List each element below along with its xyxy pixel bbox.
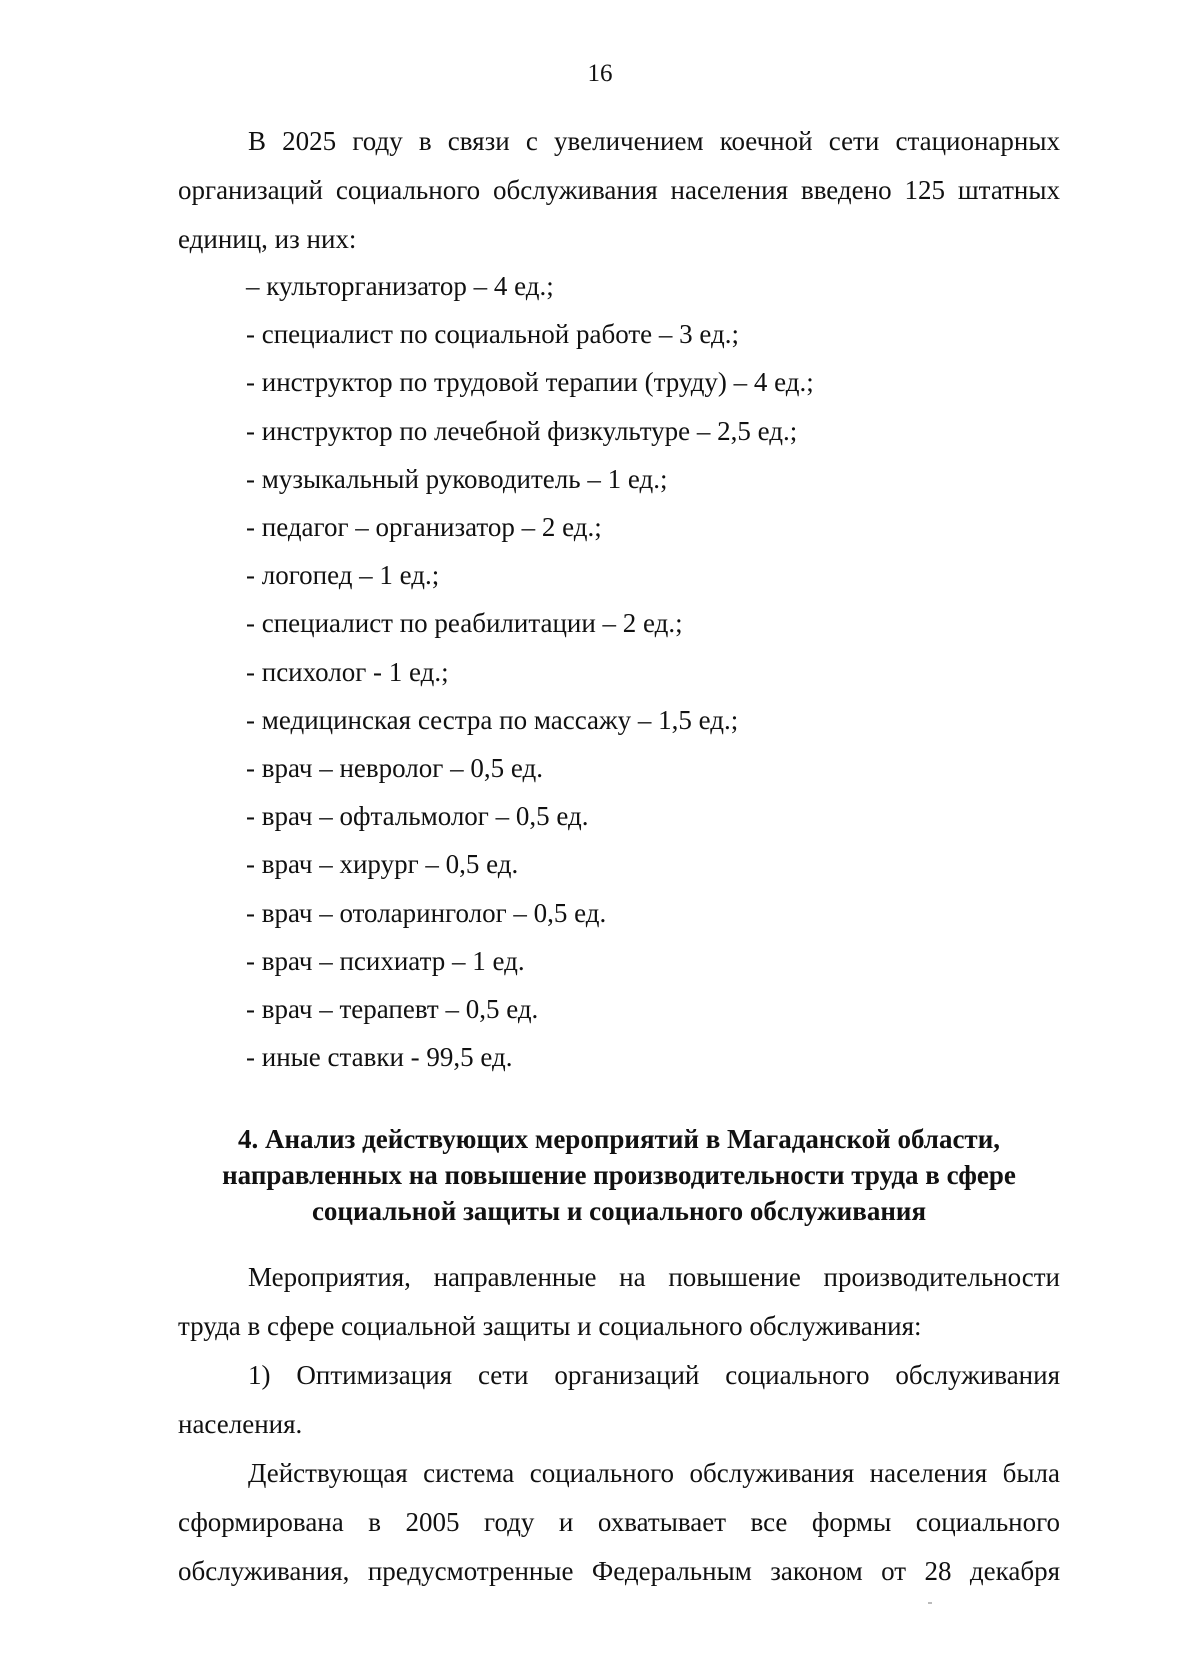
section-heading-line: 4. Анализ действующих мероприятий в Магаданской области, [238,1124,1000,1154]
list-item: - инструктор по лечебной физкультуре – 2,5 ед.; [246,415,798,446]
list-item: - специалист по реабилитации – 2 ед.; [246,608,683,639]
body-paragraph: Действующая система социального обслуживания населения была сформирована в 2005 году и охватывает все формы социального обслуживания, предусмотренные Федеральным законом от 28 декабря [178,1458,1060,1586]
section-body [178,1253,1060,1596]
body-paragraph: Мероприятия, направленные на повышение производительности труда в сфере социальной защиты и социального обслуживания: [178,1262,1060,1341]
list-item: - врач – невролог – 0,5 ед. [246,753,543,784]
list-item: - врач – хирург – 0,5 ед. [246,849,519,880]
list-item: - врач – терапевт – 0,5 ед. [246,994,539,1025]
list-item: - инструктор по трудовой терапии (труду) – 4 ед.; [246,367,814,398]
list-item: - педагог – организатор – 2 ед.; [246,512,602,543]
list-item: - врач – психиатр – 1 ед. [246,945,525,976]
list-item: - музыкальный руководитель – 1 ед.; [246,463,668,494]
page-number: 16 [587,60,613,87]
list-item: - логопед – 1 ед.; [246,560,440,591]
section-heading-line: социальной защиты и социального обслуживания [311,1196,927,1226]
scan-artifact [928,1602,932,1604]
staff-list [246,262,1046,1081]
list-item: - иные ставки - 99,5 ед. [246,1042,513,1073]
list-item: – культорганизатор – 4 ед.; [246,271,554,301]
list-item: - врач – офтальмолог – 0,5 ед. [246,801,589,832]
list-item: - психолог - 1 ед.; [246,656,449,687]
list-item: - медицинская сестра по массажу – 1,5 ед.; [246,704,739,735]
list-item: - специалист по социальной работе – 3 ед.; [246,319,739,350]
section-heading-line: направленных на повышение производительности труда в сфере [222,1160,1016,1190]
intro-section [178,117,1060,264]
list-item: - врач – отоларинголог – 0,5 ед. [246,897,607,928]
intro-paragraph: В 2025 году в связи с увеличением коечной сети стационарных организаций социального обслуживания населения введено 125 штатных единиц, из них: [178,126,1060,254]
numbered-item: 1) Оптимизация сети организаций социального обслуживания населения. [178,1360,1060,1439]
section-heading [178,1121,1060,1229]
